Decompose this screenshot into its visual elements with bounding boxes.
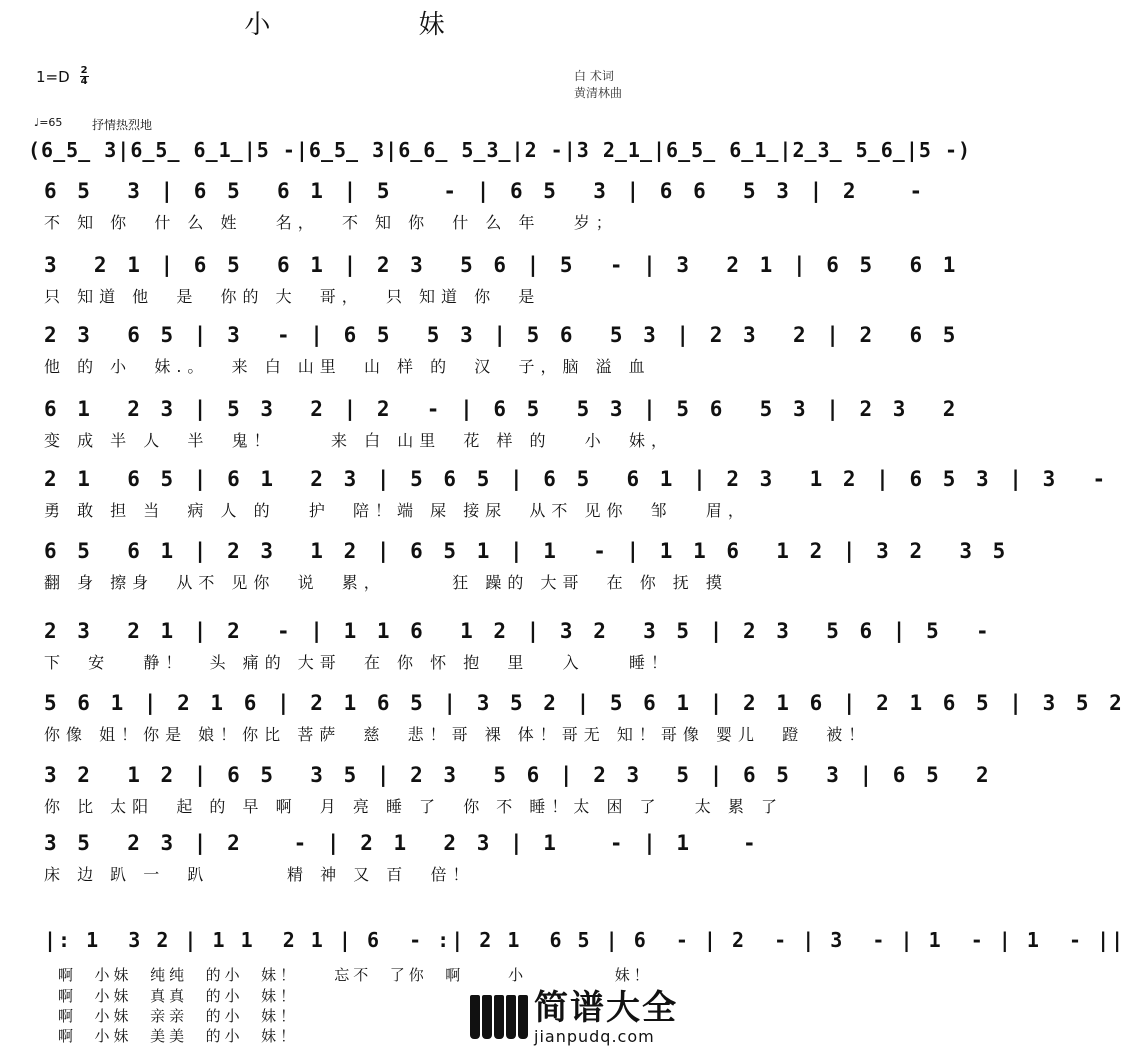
score-line-lyrics: 下 安 静！ 头 痛的 大哥 在 你 怀 抱 里 入 睡！ — [44, 653, 673, 672]
watermark-logo — [470, 985, 685, 1049]
song-title: 小 妹 — [244, 10, 515, 40]
score-line-notes: 3 2 1 2 | 6 5 3 5 | 2 3 5 6 | 2 3 5 | 6 5 3 | 6 5 2 — [44, 763, 993, 787]
score-line-lyrics: 勇 敢 担 当 病 人 的 护 陪！端 屎 接尿 从不 见你 邹 眉， — [44, 501, 750, 520]
chorus-notes: |: 1 3 2 | 1 1 2 1 | 6 - :| 2 1 6 5 | 6 - | 2 - | 3 - | 1 - | 1 - || — [44, 928, 1126, 952]
score-line-lyrics: 他 的 小 妹.。 来 白 山里 山 样 的 汉 子，脑 溢 血 — [44, 357, 651, 376]
score-line-notes: 3 2 1 | 6 5 6 1 | 2 3 5 6 | 5 - | 3 2 1 | 6 5 6 1 — [44, 253, 960, 277]
score-line-notes: 2 1 6 5 | 6 1 2 3 | 5 6 5 | 6 5 6 1 | 2 3 1 2 | 6 5 3 | 3 - — [44, 467, 1110, 491]
chorus-lyric-2: 啊 小妹 真真 的小 妹！ — [58, 987, 300, 1005]
lyricist-credit: 白 术词 — [574, 69, 614, 83]
chorus-lyric-1: 啊 小妹 纯纯 的小 妹！ 忘不 了你 啊 小 妹！ — [58, 966, 653, 984]
score-line-lyrics: 只 知道 他 是 你的 大 哥， 只 知道 你 是 — [44, 287, 541, 306]
chorus-lyric-3: 啊 小妹 亲亲 的小 妹！ — [58, 1007, 300, 1025]
composer-credit: 黄清林曲 — [574, 86, 623, 100]
score-line-notes: 3 5 2 3 | 2 - | 2 1 2 3 | 1 - | 1 - — [44, 831, 760, 855]
score-line-lyrics: 翻 身 擦身 从不 见你 说 累， 狂 躁的 大哥 在 你 抚 摸 — [44, 573, 728, 592]
key-signature — [36, 66, 89, 87]
score-line-lyrics: 你 比 太阳 起 的 早 啊 月 亮 睡 了 你 不 睡！太 困 了 太 累 了 — [44, 797, 783, 816]
score-line-notes: 6 1 2 3 | 5 3 2 | 2 - | 6 5 5 3 | 5 6 5 3 | 2 3 2 — [44, 397, 960, 421]
watermark-name: 简谱大全 — [534, 987, 678, 1028]
score-line-notes: 6 5 6 1 | 2 3 1 2 | 6 5 1 | 1 - | 1 1 6 1 2 | 3 2 3 5 — [44, 539, 1010, 563]
watermark-url: jianpudq.com — [534, 1026, 655, 1046]
chorus-lyric-4: 啊 小妹 美美 的小 妹！ — [58, 1027, 300, 1045]
time-denominator: 4 — [80, 76, 88, 87]
score-line-notes: 6 5 3 | 6 5 6 1 | 5 - | 6 5 3 | 6 6 5 3 | 2 - — [44, 179, 927, 203]
time-numerator: 2 — [80, 65, 88, 76]
piano-icon — [470, 995, 528, 1039]
score-line-notes: 2 3 2 1 | 2 - | 1 1 6 1 2 | 3 2 3 5 | 2 3 5 6 | 5 - — [44, 619, 993, 643]
score-line-lyrics: 床 边 趴 一 趴 精 神 又 百 倍！ — [44, 865, 475, 884]
tempo-marking: ♩=65 — [34, 116, 63, 129]
credits — [574, 68, 622, 102]
score-line-lyrics: 变 成 半 人 半 鬼！ 来 白 山里 花 样 的 小 妹， — [44, 431, 673, 450]
score-line-notes: 5 6 1 | 2 1 6 | 2 1 6 5 | 3 5 2 | 5 6 1 | 2 1 6 | 2 1 6 5 | 3 5 2 — [44, 691, 1126, 715]
key-label: 1=D — [36, 67, 70, 86]
expression-marking: 抒情热烈地 — [92, 118, 153, 132]
score-line-lyrics: 你像 姐！你是 娘！你比 菩萨 慈 悲！哥 裸 体！哥无 知！哥像 婴儿 蹬 被！ — [44, 725, 871, 744]
score-line-lyrics: 不 知 你 什 么 姓 名， 不 知 你 什 么 年 岁； — [44, 213, 618, 232]
intro-notes: (6̲5̲ 3|6̲5̲ 6̲1̲|5 -|6̲5̲ 3|6̲6̲ 5̲3̲|2 -|3 2̲1̲|6̲5̲ 6̲1̲|2̲3̲ 5̲6̲|5 -) — [28, 138, 972, 162]
score-line-notes: 2 3 6 5 | 3 - | 6 5 5 3 | 5 6 5 3 | 2 3 2 | 2 6 5 — [44, 323, 960, 347]
time-signature — [80, 66, 89, 87]
